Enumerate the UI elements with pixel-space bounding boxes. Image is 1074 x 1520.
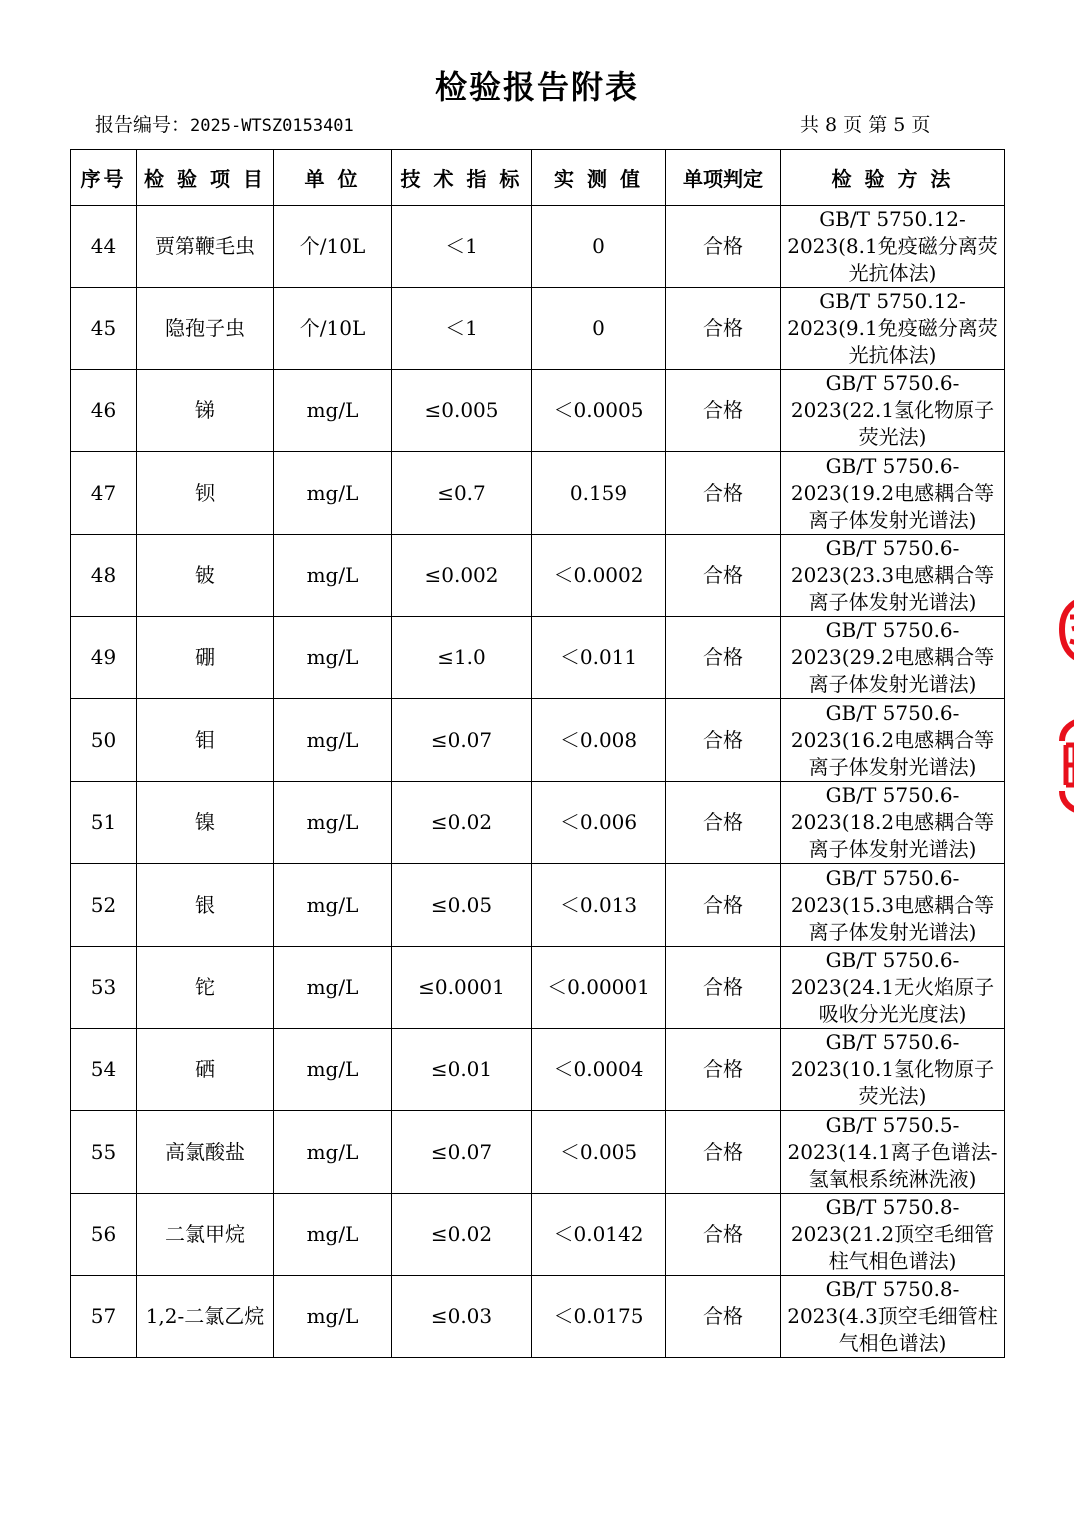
cell-no: 45 [71, 288, 137, 370]
cell-value: ＜0.0142 [532, 1194, 666, 1276]
cell-item: 高氯酸盐 [137, 1111, 274, 1194]
cell-no: 55 [71, 1111, 137, 1194]
cell-limit: ≤0.7 [392, 452, 532, 535]
document-title: 检验报告附表 [434, 68, 639, 106]
cell-item: 钡 [137, 452, 274, 535]
table-row [71, 782, 1005, 864]
cell-method: GB/T 5750.6-2023(19.2电感耦合等离子体发射光谱法) [781, 452, 1005, 535]
cell-method: GB/T 5750.6-2023(16.2电感耦合等离子体发射光谱法) [781, 699, 1005, 782]
cell-unit: mg/L [274, 1276, 392, 1358]
cell-judgement: 合格 [666, 370, 781, 452]
cell-judgement: 合格 [666, 1029, 781, 1111]
cell-value: ＜0.011 [532, 617, 666, 699]
table-row [71, 452, 1005, 535]
cell-method: GB/T 5750.5-2023(14.1离子色谱法-氢氧根系统淋洗液) [781, 1111, 1005, 1194]
cell-unit: mg/L [274, 617, 392, 699]
cell-item: 锑 [137, 370, 274, 452]
cell-value: ＜0.006 [532, 782, 666, 864]
table-row [71, 699, 1005, 782]
cell-method: GB/T 5750.8-2023(4.3顶空毛细管柱气相色谱法) [781, 1276, 1005, 1358]
cell-no: 57 [71, 1276, 137, 1358]
cell-unit: mg/L [274, 535, 392, 617]
cell-no: 46 [71, 370, 137, 452]
cell-judgement: 合格 [666, 1194, 781, 1276]
cell-item: 硒 [137, 1029, 274, 1111]
page-info: 共 8 页 第 5 页 [800, 114, 931, 136]
cell-unit: mg/L [274, 782, 392, 864]
table-row [71, 947, 1005, 1029]
cell-value: 0.159 [532, 452, 666, 535]
cell-item: 1,2-二氯乙烷 [137, 1276, 274, 1358]
cell-judgement: 合格 [666, 452, 781, 535]
results-table [70, 149, 1005, 1358]
cell-unit: mg/L [274, 947, 392, 1029]
cell-unit: mg/L [274, 1111, 392, 1194]
cell-limit: ≤0.0001 [392, 947, 532, 1029]
cell-judgement: 合格 [666, 617, 781, 699]
cell-limit: ≤0.01 [392, 1029, 532, 1111]
cell-judgement: 合格 [666, 947, 781, 1029]
cell-item: 贾第鞭毛虫 [137, 206, 274, 288]
cell-judgement: 合格 [666, 206, 781, 288]
cell-unit: mg/L [274, 699, 392, 782]
table-row [71, 535, 1005, 617]
cell-limit: ≤0.03 [392, 1276, 532, 1358]
cell-value: ＜0.0004 [532, 1029, 666, 1111]
cell-no: 47 [71, 452, 137, 535]
report-number-value: 2025-WTSZ0153401 [190, 116, 354, 136]
header-judgement: 单项判定 [666, 150, 781, 206]
report-number [95, 110, 354, 137]
header-no: 序号 [71, 150, 137, 206]
header-value: 实 测 值 [532, 150, 666, 206]
table-row [71, 206, 1005, 288]
cell-item: 银 [137, 864, 274, 947]
cell-judgement: 合格 [666, 699, 781, 782]
cell-value: ＜0.005 [532, 1111, 666, 1194]
table-row [71, 1111, 1005, 1194]
cell-item: 铍 [137, 535, 274, 617]
cell-judgement: 合格 [666, 1276, 781, 1358]
cell-limit: ≤0.05 [392, 864, 532, 947]
header-method: 检 验 方 法 [781, 150, 1005, 206]
cell-unit: mg/L [274, 1029, 392, 1111]
cell-item: 铊 [137, 947, 274, 1029]
table-row [71, 288, 1005, 370]
cell-judgement: 合格 [666, 288, 781, 370]
cell-item: 二氯甲烷 [137, 1194, 274, 1276]
cell-no: 52 [71, 864, 137, 947]
cell-method: GB/T 5750.6-2023(18.2电感耦合等离子体发射光谱法) [781, 782, 1005, 864]
cell-no: 51 [71, 782, 137, 864]
cell-item: 镍 [137, 782, 274, 864]
cell-limit: ≤0.07 [392, 1111, 532, 1194]
cell-no: 49 [71, 617, 137, 699]
cell-limit: ≤0.07 [392, 699, 532, 782]
cell-no: 50 [71, 699, 137, 782]
cell-item: 隐孢子虫 [137, 288, 274, 370]
cell-limit: ＜1 [392, 206, 532, 288]
cell-method: GB/T 5750.6-2023(15.3电感耦合等离子体发射光谱法) [781, 864, 1005, 947]
cell-method: GB/T 5750.6-2023(24.1无火焰原子吸收分光光度法) [781, 947, 1005, 1029]
cell-value: ＜0.008 [532, 699, 666, 782]
cell-unit: mg/L [274, 452, 392, 535]
cell-unit: mg/L [274, 864, 392, 947]
cell-unit: 个/10L [274, 288, 392, 370]
cell-judgement: 合格 [666, 864, 781, 947]
cell-method: GB/T 5750.6-2023(23.3电感耦合等离子体发射光谱法) [781, 535, 1005, 617]
cell-method: GB/T 5750.6-2023(10.1氢化物原子荧光法) [781, 1029, 1005, 1111]
cell-unit: mg/L [274, 370, 392, 452]
table-row [71, 1194, 1005, 1276]
table-row [71, 864, 1005, 947]
cell-method: GB/T 5750.8-2023(21.2顶空毛细管柱气相色谱法) [781, 1194, 1005, 1276]
cell-limit: ≤1.0 [392, 617, 532, 699]
cell-limit: ≤0.002 [392, 535, 532, 617]
cell-no: 56 [71, 1194, 137, 1276]
cell-unit: mg/L [274, 1194, 392, 1276]
table-header-row [71, 150, 1005, 206]
cell-limit: ≤0.02 [392, 782, 532, 864]
red-seal-stamp [1050, 595, 1074, 815]
cell-value: 0 [532, 288, 666, 370]
cell-item: 硼 [137, 617, 274, 699]
table-row [71, 617, 1005, 699]
cell-judgement: 合格 [666, 535, 781, 617]
cell-unit: 个/10L [274, 206, 392, 288]
cell-no: 44 [71, 206, 137, 288]
table-row [71, 370, 1005, 452]
cell-method: GB/T 5750.6-2023(29.2电感耦合等离子体发射光谱法) [781, 617, 1005, 699]
cell-method: GB/T 5750.12-2023(8.1免疫磁分离荧光抗体法) [781, 206, 1005, 288]
table-row [71, 1029, 1005, 1111]
cell-no: 54 [71, 1029, 137, 1111]
cell-judgement: 合格 [666, 782, 781, 864]
cell-method: GB/T 5750.6-2023(22.1氢化物原子荧光法) [781, 370, 1005, 452]
cell-limit: ＜1 [392, 288, 532, 370]
header-item: 检 验 项 目 [137, 150, 274, 206]
cell-judgement: 合格 [666, 1111, 781, 1194]
cell-item: 钼 [137, 699, 274, 782]
cell-limit: ≤0.005 [392, 370, 532, 452]
cell-value: ＜0.013 [532, 864, 666, 947]
cell-no: 48 [71, 535, 137, 617]
cell-no: 53 [71, 947, 137, 1029]
cell-method: GB/T 5750.12-2023(9.1免疫磁分离荧光抗体法) [781, 288, 1005, 370]
cell-limit: ≤0.02 [392, 1194, 532, 1276]
cell-value: ＜0.0002 [532, 535, 666, 617]
header-limit: 技 术 指 标 [392, 150, 532, 206]
report-number-label: 报告编号： [95, 114, 191, 136]
table-row [71, 1276, 1005, 1358]
cell-value: ＜0.0175 [532, 1276, 666, 1358]
header-unit: 单 位 [274, 150, 392, 206]
cell-value: ＜0.00001 [532, 947, 666, 1029]
cell-value: 0 [532, 206, 666, 288]
cell-value: ＜0.0005 [532, 370, 666, 452]
